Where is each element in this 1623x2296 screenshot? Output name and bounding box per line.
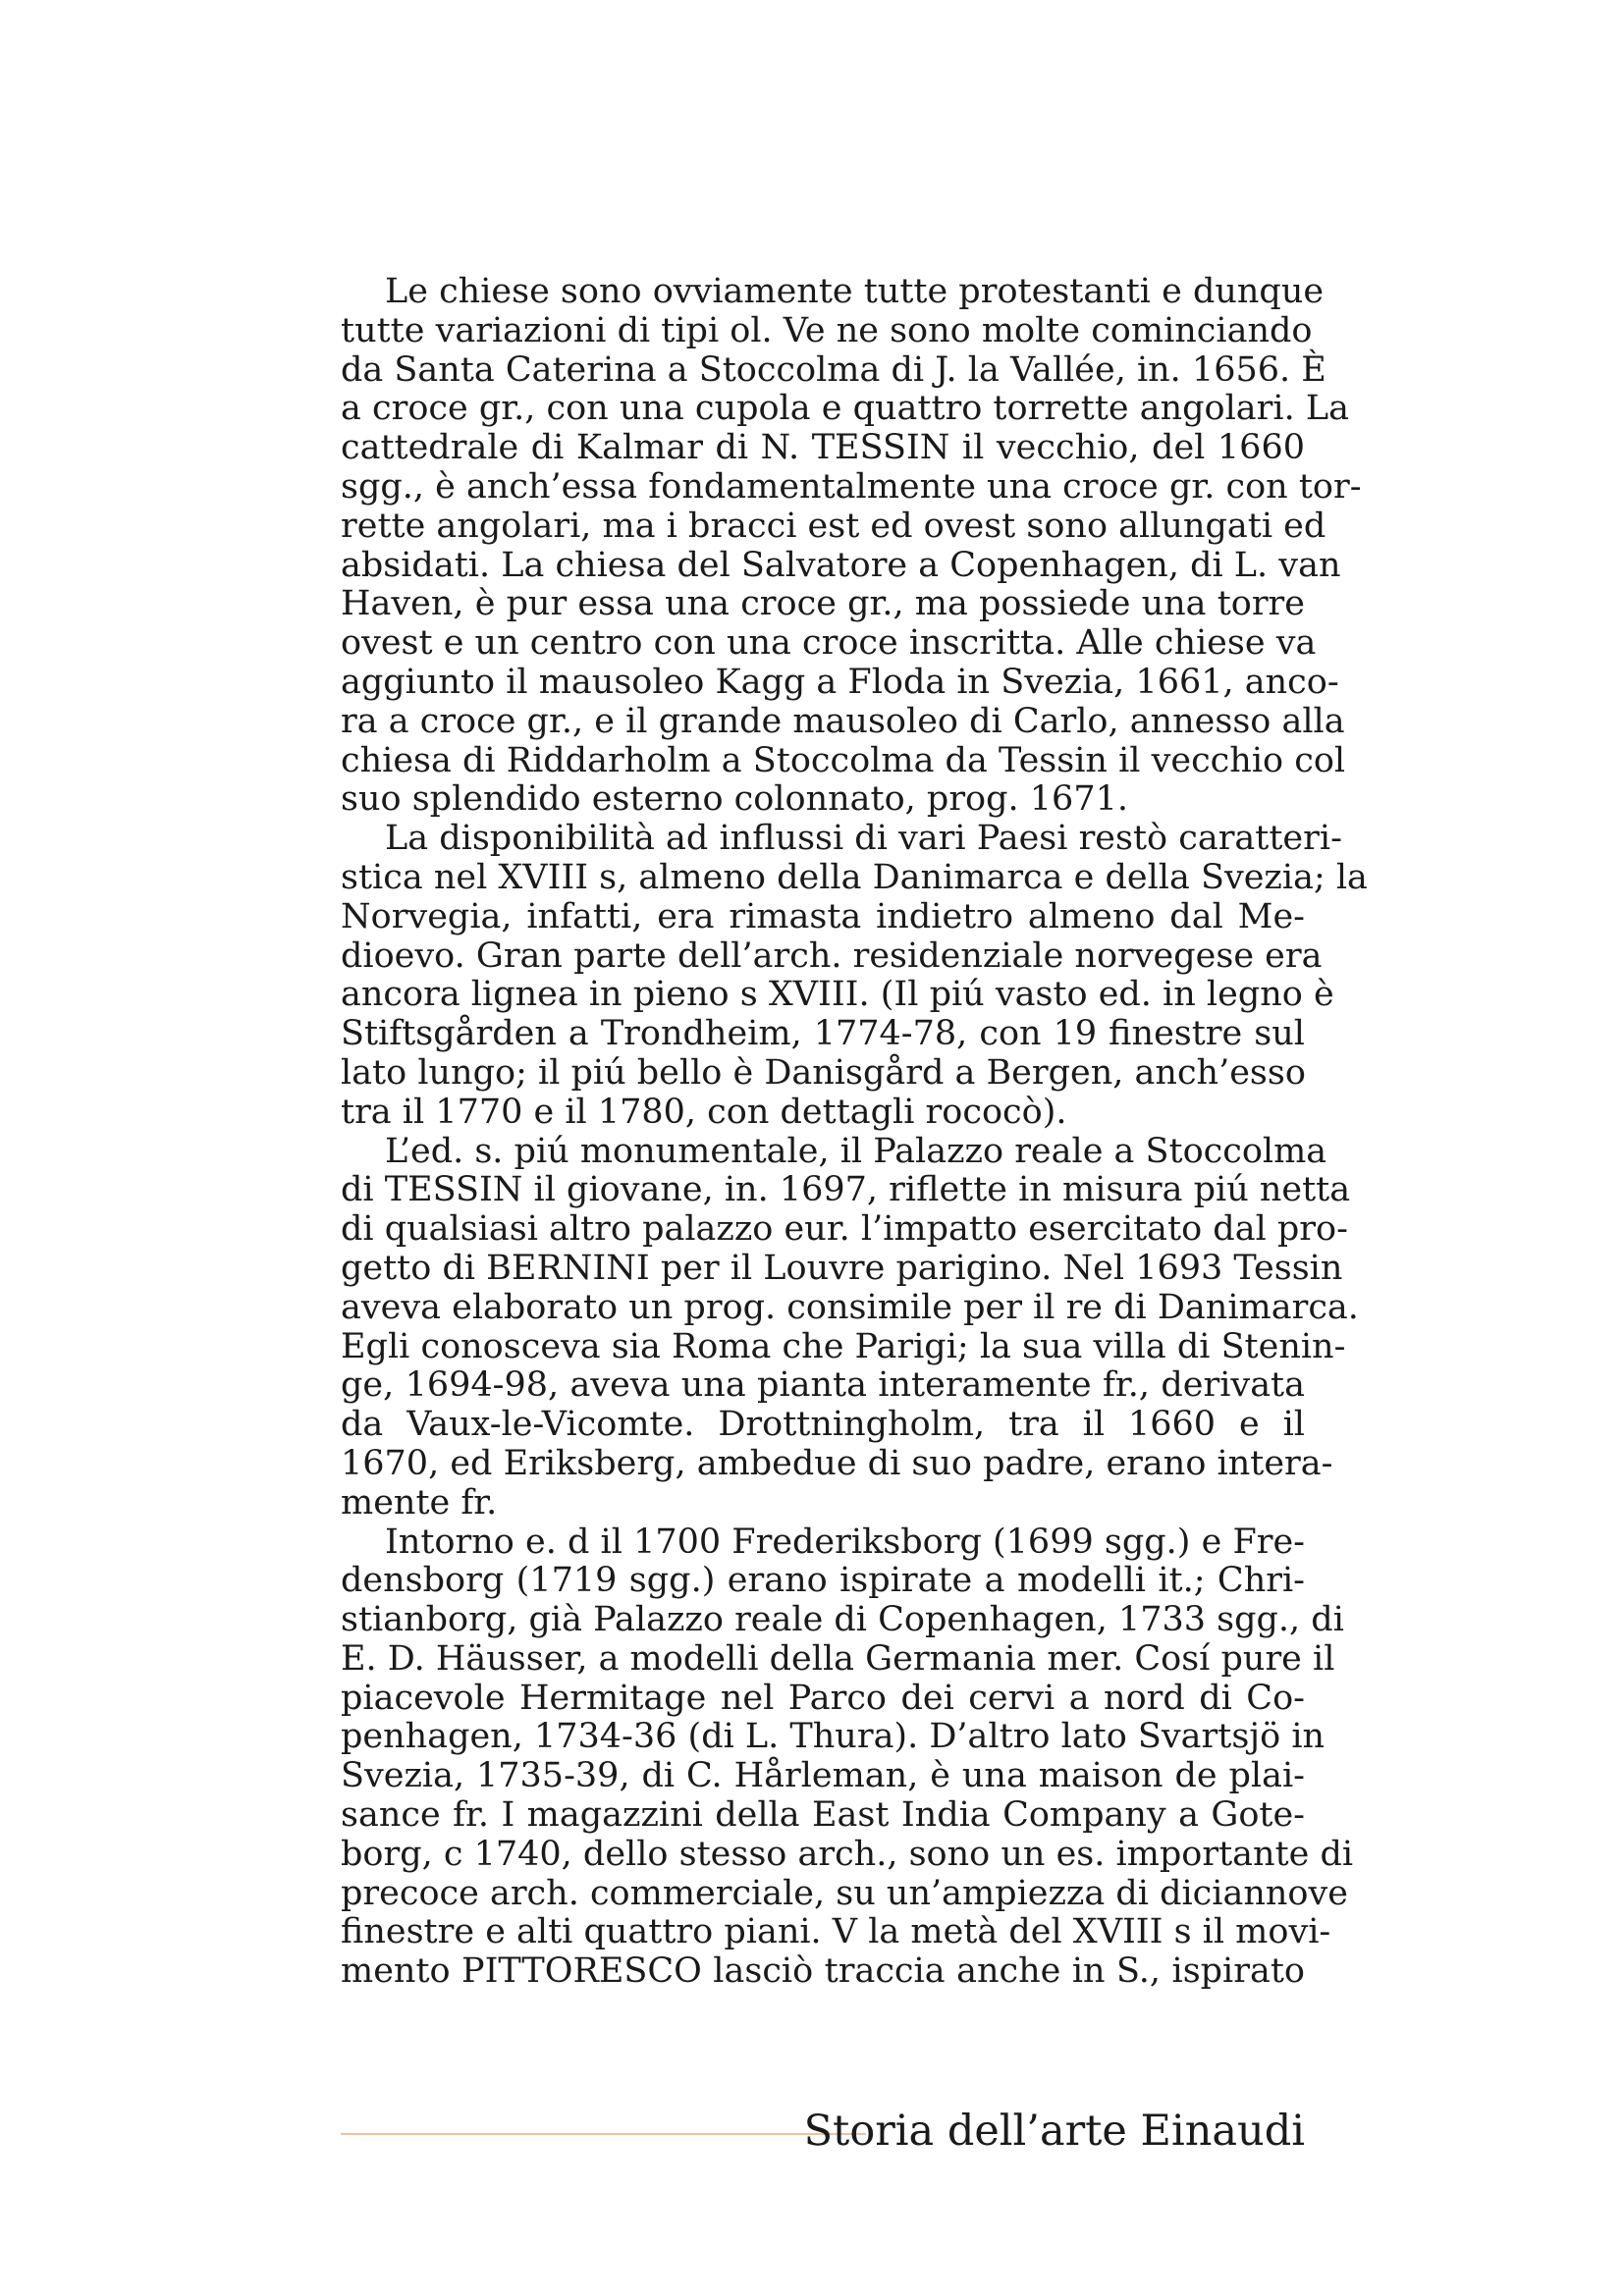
text-line: aveva elaborato un prog. consimile per il re di Danimarca. bbox=[341, 1287, 1359, 1327]
text-line: di qualsiasi altro palazzo eur. l’impatto esercitato dal pro- bbox=[341, 1209, 1348, 1250]
text-line: lato lungo; il piú bello è Danisgård a Bergen, anch’esso bbox=[341, 1052, 1306, 1093]
text-line: Svezia, 1735-39, di C. Hårleman, è una maison de plai- bbox=[341, 1756, 1305, 1796]
text-line: Le chiese sono ovviamente tutte protestanti e dunque bbox=[385, 272, 1325, 311]
text-line: E. D. Häusser, a modelli della Germania mer. Cosí pure il bbox=[341, 1638, 1335, 1679]
text-line: ge, 1694-98, aveva una pianta interamente fr., derivata bbox=[341, 1365, 1305, 1406]
text-line: tutte variazioni di tipi ol. Ve ne sono molte cominciando bbox=[341, 310, 1313, 350]
text-line: stianborg, già Palazzo reale di Copenhagen, 1733 sgg., di bbox=[341, 1600, 1344, 1640]
text-line: dioevo. Gran parte dell’arch. residenziale norvegese era bbox=[341, 935, 1323, 976]
text-line: L’ed. s. piú monumentale, il Palazzo reale a Stoccolma bbox=[385, 1131, 1327, 1171]
text-line: da Santa Caterina a Stoccolma di J. la Vallée, in. 1656. È bbox=[341, 349, 1326, 390]
text-line: 1670, ed Eriksberg, ambedue di suo padre, erano intera- bbox=[341, 1443, 1333, 1483]
text-line: suo splendido esterno colonnato, prog. 1671. bbox=[341, 779, 1128, 820]
text-line: cattedrale di Kalmar di N. TESSIN il vecchio, del 1660 bbox=[341, 428, 1305, 468]
text-line: chiesa di Riddarholm a Stoccolma da Tessin il vecchio col bbox=[341, 740, 1346, 780]
text-line: finestre e alti quattro piani. V la metà del XVIII s il movi- bbox=[341, 1912, 1331, 1952]
text-line: da Vaux-le-Vicomte. Drottningholm, tra il 1660 e il bbox=[341, 1405, 1305, 1445]
text-line: La disponibilità ad influssi di vari Paesi restò caratteri- bbox=[385, 819, 1342, 859]
footer-title: Storia dell’arte Einaudi bbox=[803, 2107, 1305, 2156]
text-line: Egli conosceva sia Roma che Parigi; la sua villa di Stenin- bbox=[341, 1326, 1346, 1366]
text-line: Haven, è pur essa una croce gr., ma possiede una torre bbox=[341, 584, 1305, 624]
text-line: stica nel XVIII s, almeno della Danimarca e della Svezia; la bbox=[341, 857, 1368, 897]
text-line: rette angolari, ma i bracci est ed ovest sono allungati ed bbox=[341, 506, 1326, 546]
text-line: getto di BERNINI per il Louvre parigino. Nel 1693 Tessin bbox=[341, 1248, 1343, 1288]
text-line: borg, c 1740, dello stesso arch., sono un es. importante di bbox=[341, 1834, 1354, 1874]
footer-rule bbox=[341, 2133, 866, 2135]
text-line: tra il 1770 e il 1780, con dettagli rococò). bbox=[341, 1092, 1067, 1132]
text-line: mente fr. bbox=[341, 1482, 498, 1522]
body-text bbox=[341, 272, 1368, 1992]
text-line: a croce gr., con una cupola e quattro torrette angolari. La bbox=[341, 389, 1349, 429]
text-line: Norvegia, infatti, era rimasta indietro almeno dal Me- bbox=[341, 896, 1305, 936]
text-line: absidati. La chiesa del Salvatore a Copenhagen, di L. van bbox=[341, 545, 1341, 585]
text-line: ancora lignea in pieno s XVIII. (Il piú vasto ed. in legno è bbox=[341, 975, 1334, 1015]
text-line: penhagen, 1734-36 (di L. Thura). D’altro lato Svartsjö in bbox=[341, 1717, 1325, 1757]
text-line: precoce arch. commerciale, su un’ampiezza di diciannove bbox=[341, 1873, 1348, 1913]
text-line: mento PITTORESCO lasciò traccia anche in S., ispirato bbox=[341, 1951, 1305, 1992]
text-line: densborg (1719 sgg.) erano ispirate a modelli it.; Chri- bbox=[341, 1561, 1305, 1601]
text-line: ovest e un centro con una croce inscritta. Alle chiese va bbox=[341, 623, 1317, 664]
text-line: Intorno e. d il 1700 Frederiksborg (1699 sgg.) e Fre- bbox=[385, 1522, 1305, 1562]
text-line: piacevole Hermitage nel Parco dei cervi a nord di Co- bbox=[341, 1678, 1305, 1718]
text-line: Stiftsgården a Trondheim, 1774-78, con 19 finestre sul bbox=[341, 1014, 1305, 1054]
text-line: aggiunto il mausoleo Kagg a Floda in Svezia, 1661, anco- bbox=[341, 662, 1339, 702]
text-line: di TESSIN il giovane, in. 1697, riflette in misura piú netta bbox=[341, 1170, 1351, 1210]
text-line: ra a croce gr., e il grande mausoleo di Carlo, annesso alla bbox=[341, 701, 1345, 741]
text-line: sance fr. I magazzini della East India Company a Gote- bbox=[341, 1795, 1305, 1836]
text-line: sgg., è anch’essa fondamentalmente una croce gr. con tor- bbox=[341, 466, 1362, 507]
